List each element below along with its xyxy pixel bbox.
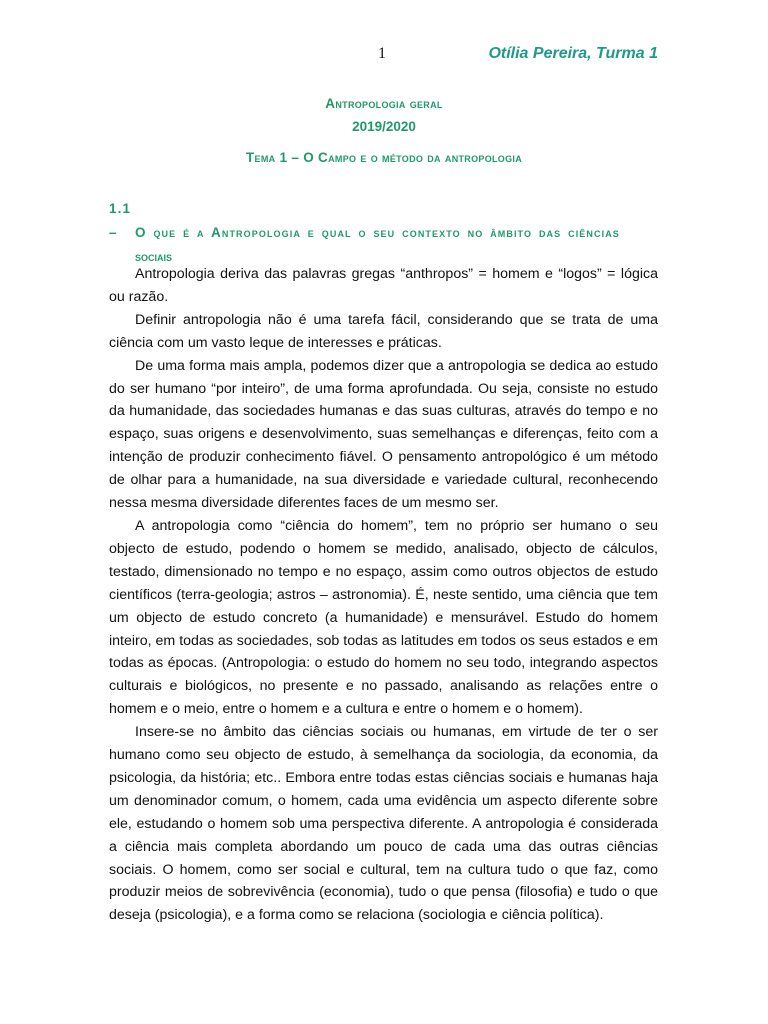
paragraph: De uma forma mais ampla, podemos dizer que a antropologia se dedica ao estudo do ser humano “por inteiro”, de uma forma aprofundada. Ou seja, consiste no estudo da humanidade, das sociedades humanas e das suas culturas, através do tempo e no espaço, suas origens e desenvolvimento, suas semelhanças e diferenças, feito com a intenção de produzir conhecimento fiável. O pensamento antropológico é um método de olhar para a humanidade, na sua diversidade e variedade cultural, reconhecendo nessa mesma diversidade diferentes faces de um mesmo ser. <box>109 357 658 512</box>
section-title-text: O que é a Antropologia e qual o seu contexto no âmbito das ciências <box>135 225 620 240</box>
section-heading-line-2: sociais <box>135 249 173 264</box>
author-header: Otília Pereira, Turma 1 <box>488 45 658 62</box>
body-text <box>109 263 658 927</box>
section-heading <box>109 197 658 269</box>
section-heading-line-1 <box>109 197 658 245</box>
paragraph: Definir antropologia não é uma tarefa fácil, considerando que se trata de uma ciência com um vasto leque de interesses e práticas. <box>109 311 658 351</box>
theme-heading: Tema 1 – O Campo e o método da antropologia <box>245 150 522 165</box>
course-title: Antropologia geral <box>325 96 443 111</box>
paragraph: Insere-se no âmbito das ciências sociais ou humanas, em virtude de ter o ser humano como seu objecto de estudo, à semelhança da sociologia, da economia, da psicologia, da história; etc.. Embora entre todas estas ciências sociais e humanas haja um denominador comum, o homem, cada uma evidência um aspecto diferente sobre ele, estudando o homem sob uma perspectiva diferente. A antropologia é considerada a ciência mais completa abordando um pouco de cada uma das outras ciências sociais. O homem, como ser social e cultural, tem na cultura tudo o que faz, como produzir meios de sobrevivência (economia), tudo o que pensa (filosofia) e tudo o que deseja (psicologia), e a forma como se relaciona (sociologia e ciência política). <box>109 724 658 924</box>
section-number: 1.1 – <box>109 201 132 240</box>
paragraph: Antropologia deriva das palavras gregas “anthropos” = homem e “logos” = lógica ou razão. <box>109 266 658 305</box>
academic-year: 2019/2020 <box>352 119 416 134</box>
page-number: 1 <box>378 45 386 62</box>
paragraph: A antropologia como “ciência do homem”, tem no próprio ser humano o seu objecto de estudo, podendo o homem se medido, analisado, objecto de cálculos, testado, dimensionado no tempo e no espaço, assim como outros objectos de estudo científicos (terra-geologia; astros – astronomia). É, neste sentido, uma ciência que tem um objecto de estudo concreto (a humanidade) e mensurável. Estudo do homem inteiro, em todas as sociedades, sob todas as latitudes em todos os seus estados e em todas as épocas. (Antropologia: o estudo do homem no seu todo, integrando aspectos culturais e biológicos, no presente e no passado, analisando as relações entre o homem e o meio, entre o homem e a cultura e entre o homem e o homem). <box>109 517 658 718</box>
document-title <box>0 92 768 138</box>
